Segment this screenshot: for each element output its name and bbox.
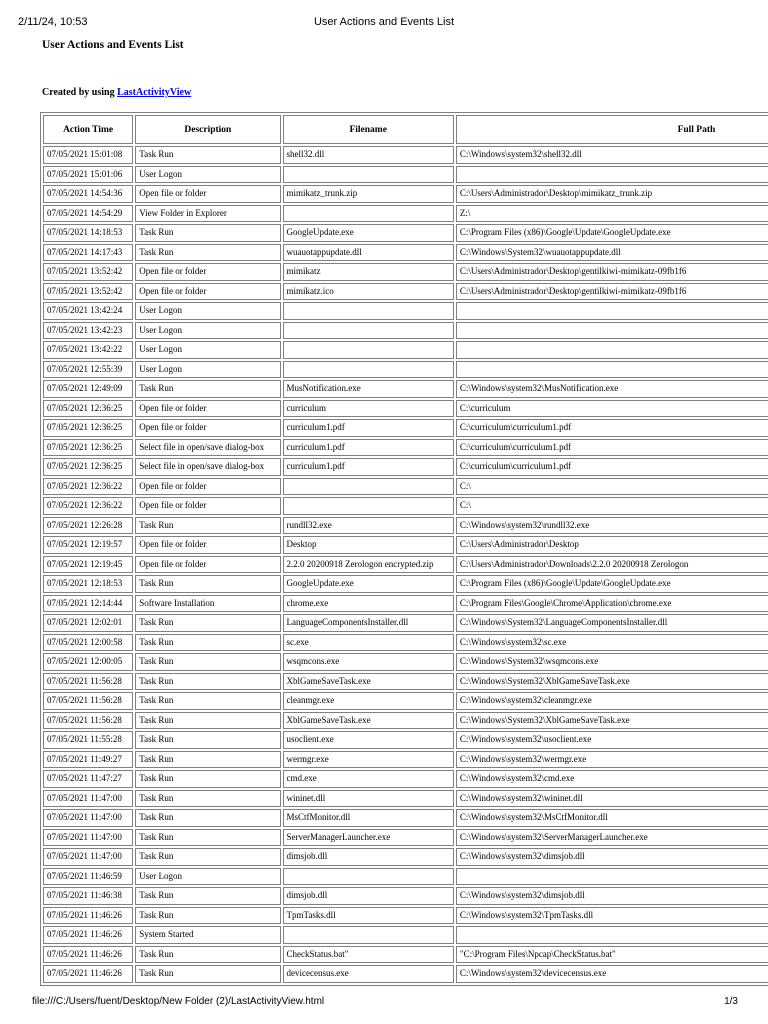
cell-description: Open file or folder: [135, 400, 280, 418]
cell-action-time: 07/05/2021 12:36:22: [43, 478, 133, 496]
cell-action-time: 07/05/2021 13:42:24: [43, 302, 133, 320]
cell-filename: [283, 302, 454, 320]
cell-description: View Folder in Explorer: [135, 205, 280, 223]
cell-description: Open file or folder: [135, 263, 280, 281]
cell-full-path: C:\Windows\system32\TpmTasks.dll: [456, 907, 768, 925]
cell-action-time: 07/05/2021 11:56:28: [43, 673, 133, 691]
column-header-description[interactable]: Description: [135, 115, 280, 144]
events-table: [40, 112, 768, 986]
cell-description: Task Run: [135, 809, 280, 827]
table-row[interactable]: [43, 263, 768, 281]
cell-description: Task Run: [135, 380, 280, 398]
cell-full-path: C:\Windows\system32\rundll32.exe: [456, 517, 768, 535]
cell-full-path: C:\curriculum\curriculum1.pdf: [456, 458, 768, 476]
cell-description: Select file in open/save dialog-box: [135, 458, 280, 476]
cell-filename: shell32.dll: [283, 146, 454, 164]
cell-action-time: 07/05/2021 11:56:28: [43, 692, 133, 710]
cell-full-path: C:\Windows\System32\wsqmcons.exe: [456, 653, 768, 671]
cell-full-path: C:\Windows\System32\LanguageComponentsInstaller.dll: [456, 614, 768, 632]
table-row[interactable]: [43, 790, 768, 808]
cell-full-path: C:\Windows\system32\cleanmgr.exe: [456, 692, 768, 710]
cell-description: Task Run: [135, 146, 280, 164]
cell-full-path: C:\Program Files (x86)\Google\Update\GoogleUpdate.exe: [456, 224, 768, 242]
table-row[interactable]: [43, 751, 768, 769]
cell-action-time: 07/05/2021 12:49:09: [43, 380, 133, 398]
cell-full-path: C:\Windows\system32\dimsjob.dll: [456, 848, 768, 866]
table-row[interactable]: [43, 536, 768, 554]
cell-filename: dimsjob.dll: [283, 848, 454, 866]
table-row[interactable]: [43, 575, 768, 593]
cell-action-time: 07/05/2021 13:42:23: [43, 322, 133, 340]
table-row[interactable]: [43, 419, 768, 437]
cell-filename: [283, 926, 454, 944]
cell-action-time: 07/05/2021 13:52:42: [43, 263, 133, 281]
cell-description: System Started: [135, 926, 280, 944]
cell-action-time: 07/05/2021 12:55:39: [43, 361, 133, 379]
cell-filename: chrome.exe: [283, 595, 454, 613]
table-row[interactable]: [43, 322, 768, 340]
cell-action-time: 07/05/2021 13:52:42: [43, 283, 133, 301]
table-row[interactable]: [43, 634, 768, 652]
column-header-filename[interactable]: Filename: [283, 115, 454, 144]
table-row[interactable]: [43, 653, 768, 671]
cell-description: User Logon: [135, 361, 280, 379]
table-row[interactable]: [43, 244, 768, 262]
cell-full-path: C:\Windows\system32\ServerManagerLauncher.exe: [456, 829, 768, 847]
cell-full-path: C:\Windows\system32\wermgr.exe: [456, 751, 768, 769]
cell-filename: MusNotification.exe: [283, 380, 454, 398]
table-row[interactable]: [43, 517, 768, 535]
cell-action-time: 07/05/2021 14:54:36: [43, 185, 133, 203]
table-row[interactable]: [43, 595, 768, 613]
cell-filename: wuauotappupdate.dll: [283, 244, 454, 262]
cell-action-time: 07/05/2021 11:55:28: [43, 731, 133, 749]
cell-description: Software Installation: [135, 595, 280, 613]
cell-full-path: C:\Program Files (x86)\Google\Update\GoogleUpdate.exe: [456, 575, 768, 593]
cell-filename: [283, 478, 454, 496]
cell-full-path: [456, 361, 768, 379]
cell-description: Open file or folder: [135, 283, 280, 301]
cell-description: Task Run: [135, 244, 280, 262]
cell-description: Task Run: [135, 575, 280, 593]
cell-action-time: 07/05/2021 12:14:44: [43, 595, 133, 613]
table-row[interactable]: [43, 283, 768, 301]
cell-full-path: C:\: [456, 497, 768, 515]
cell-full-path: C:\Windows\system32\sc.exe: [456, 634, 768, 652]
column-header-full-path[interactable]: Full Path: [456, 115, 768, 144]
table-row[interactable]: [43, 848, 768, 866]
cell-filename: rundll32.exe: [283, 517, 454, 535]
cell-filename: curriculum1.pdf: [283, 458, 454, 476]
cell-description: Task Run: [135, 751, 280, 769]
cell-filename: devicecensus.exe: [283, 965, 454, 983]
cell-description: User Logon: [135, 322, 280, 340]
table-row[interactable]: [43, 380, 768, 398]
page-title: User Actions and Events List: [42, 39, 184, 51]
cell-full-path: C:\Windows\system32\devicecensus.exe: [456, 965, 768, 983]
table-row[interactable]: [43, 907, 768, 925]
table-row[interactable]: [43, 692, 768, 710]
print-title: User Actions and Events List: [313, 16, 454, 28]
table-row[interactable]: [43, 146, 768, 164]
table-row[interactable]: [43, 205, 768, 223]
cell-filename: dimsjob.dll: [283, 887, 454, 905]
cell-action-time: 07/05/2021 12:00:05: [43, 653, 133, 671]
cell-filename: mimikatz_trunk.zip: [283, 185, 454, 203]
cell-description: Open file or folder: [135, 536, 280, 554]
cell-filename: [283, 868, 454, 886]
cell-description: Open file or folder: [135, 185, 280, 203]
cell-description: User Logon: [135, 302, 280, 320]
cell-full-path: C:\Windows\system32\cmd.exe: [456, 770, 768, 788]
cell-action-time: 07/05/2021 14:54:29: [43, 205, 133, 223]
cell-description: Task Run: [135, 224, 280, 242]
cell-description: Select file in open/save dialog-box: [135, 439, 280, 457]
cell-filename: sc.exe: [283, 634, 454, 652]
cell-action-time: 07/05/2021 14:17:43: [43, 244, 133, 262]
cell-filename: usoclient.exe: [283, 731, 454, 749]
cell-full-path: C:\Users\Administrador\Desktop: [456, 536, 768, 554]
cell-filename: mimikatz: [283, 263, 454, 281]
cell-description: User Logon: [135, 868, 280, 886]
table-row[interactable]: [43, 614, 768, 632]
cell-action-time: 07/05/2021 15:01:06: [43, 166, 133, 184]
table-row[interactable]: [43, 166, 768, 184]
cell-description: Task Run: [135, 517, 280, 535]
cell-full-path: C:\curriculum\curriculum1.pdf: [456, 439, 768, 457]
print-footer: [0, 996, 768, 1010]
cell-description: Open file or folder: [135, 419, 280, 437]
cell-description: Task Run: [135, 731, 280, 749]
cell-description: Task Run: [135, 673, 280, 691]
cell-action-time: 07/05/2021 11:47:00: [43, 848, 133, 866]
cell-description: Task Run: [135, 653, 280, 671]
cell-full-path: C:\Windows\System32\wuauotappupdate.dll: [456, 244, 768, 262]
cell-action-time: 07/05/2021 13:42:22: [43, 341, 133, 359]
cell-description: Task Run: [135, 887, 280, 905]
cell-action-time: 07/05/2021 12:36:22: [43, 497, 133, 515]
created-by-prefix: Created by using: [42, 87, 118, 98]
cell-filename: curriculum1.pdf: [283, 419, 454, 437]
table-row[interactable]: [43, 673, 768, 691]
cell-filename: XblGameSaveTask.exe: [283, 673, 454, 691]
table-row[interactable]: [43, 458, 768, 476]
cell-filename: [283, 322, 454, 340]
cell-action-time: 07/05/2021 11:56:28: [43, 712, 133, 730]
cell-full-path: C:\Windows\system32\shell32.dll: [456, 146, 768, 164]
cell-filename: mimikatz.ico: [283, 283, 454, 301]
table-body: [43, 146, 768, 983]
cell-filename: cleanmgr.exe: [283, 692, 454, 710]
cell-description: Task Run: [135, 965, 280, 983]
cell-action-time: 07/05/2021 12:36:25: [43, 419, 133, 437]
cell-description: Task Run: [135, 614, 280, 632]
cell-action-time: 07/05/2021 12:36:25: [43, 458, 133, 476]
cell-full-path: Z:\: [456, 205, 768, 223]
cell-action-time: 07/05/2021 12:26:28: [43, 517, 133, 535]
table-row[interactable]: [43, 361, 768, 379]
cell-full-path: C:\Users\Administrador\Downloads\2.2.0 20200918 Zerologon: [456, 556, 768, 574]
cell-full-path: C:\Windows\System32\XblGameSaveTask.exe: [456, 673, 768, 691]
table-row[interactable]: [43, 478, 768, 496]
cell-full-path: C:\Windows\system32\MusNotification.exe: [456, 380, 768, 398]
print-header: [0, 16, 768, 32]
cell-action-time: 07/05/2021 11:47:00: [43, 790, 133, 808]
cell-action-time: 07/05/2021 12:36:25: [43, 439, 133, 457]
cell-description: Task Run: [135, 770, 280, 788]
cell-filename: GoogleUpdate.exe: [283, 224, 454, 242]
table-row[interactable]: [43, 497, 768, 515]
table-row[interactable]: [43, 341, 768, 359]
cell-filename: GoogleUpdate.exe: [283, 575, 454, 593]
cell-action-time: 07/05/2021 11:47:27: [43, 770, 133, 788]
column-header-action-time[interactable]: Action Time: [43, 115, 133, 144]
cell-description: User Logon: [135, 166, 280, 184]
cell-full-path: [456, 166, 768, 184]
cell-filename: wsqmcons.exe: [283, 653, 454, 671]
table-row[interactable]: [43, 185, 768, 203]
table-row[interactable]: [43, 829, 768, 847]
cell-full-path: C:\Windows\system32\wininet.dll: [456, 790, 768, 808]
cell-filename: Desktop: [283, 536, 454, 554]
print-date: 2/11/24, 10:53: [18, 16, 88, 28]
cell-description: Open file or folder: [135, 497, 280, 515]
cell-filename: curriculum1.pdf: [283, 439, 454, 457]
cell-full-path: C:\Windows\system32\usoclient.exe: [456, 731, 768, 749]
cell-description: Task Run: [135, 692, 280, 710]
table-row[interactable]: [43, 770, 768, 788]
cell-full-path: C:\Windows\system32\dimsjob.dll: [456, 887, 768, 905]
table-container: [40, 112, 768, 988]
cell-action-time: 07/05/2021 11:46:26: [43, 946, 133, 964]
cell-filename: [283, 361, 454, 379]
table-row[interactable]: [43, 809, 768, 827]
cell-action-time: 07/05/2021 11:46:26: [43, 907, 133, 925]
cell-action-time: 07/05/2021 11:46:38: [43, 887, 133, 905]
table-row[interactable]: [43, 887, 768, 905]
table-row[interactable]: [43, 224, 768, 242]
table-row[interactable]: [43, 556, 768, 574]
cell-action-time: 07/05/2021 12:00:58: [43, 634, 133, 652]
cell-action-time: 07/05/2021 11:46:26: [43, 926, 133, 944]
cell-filename: LanguageComponentsInstaller.dll: [283, 614, 454, 632]
cell-full-path: [456, 926, 768, 944]
cell-full-path: C:\curriculum: [456, 400, 768, 418]
cell-action-time: 07/05/2021 12:18:53: [43, 575, 133, 593]
cell-filename: curriculum: [283, 400, 454, 418]
table-row[interactable]: [43, 868, 768, 886]
cell-filename: wermgr.exe: [283, 751, 454, 769]
cell-description: Open file or folder: [135, 478, 280, 496]
cell-description: User Logon: [135, 341, 280, 359]
cell-full-path: C:\Windows\System32\XblGameSaveTask.exe: [456, 712, 768, 730]
table-row[interactable]: [43, 400, 768, 418]
cell-filename: ServerManagerLauncher.exe: [283, 829, 454, 847]
cell-action-time: 07/05/2021 14:18:53: [43, 224, 133, 242]
cell-action-time: 07/05/2021 11:46:59: [43, 868, 133, 886]
cell-filename: XblGameSaveTask.exe: [283, 712, 454, 730]
cell-action-time: 07/05/2021 15:01:08: [43, 146, 133, 164]
cell-full-path: C:\Users\Administrador\Desktop\mimikatz_trunk.zip: [456, 185, 768, 203]
cell-filename: wininet.dll: [283, 790, 454, 808]
cell-full-path: [456, 341, 768, 359]
table-row[interactable]: [43, 302, 768, 320]
cell-description: Task Run: [135, 848, 280, 866]
cell-full-path: C:\curriculum\curriculum1.pdf: [456, 419, 768, 437]
cell-action-time: 07/05/2021 12:02:01: [43, 614, 133, 632]
cell-description: Task Run: [135, 907, 280, 925]
cell-filename: TpmTasks.dll: [283, 907, 454, 925]
table-row[interactable]: [43, 946, 768, 964]
cell-filename: [283, 205, 454, 223]
cell-full-path: [456, 868, 768, 886]
cell-filename: [283, 341, 454, 359]
cell-action-time: 07/05/2021 11:47:00: [43, 829, 133, 847]
table-row[interactable]: [43, 712, 768, 730]
cell-filename: 2.2.0 20200918 Zerologon encrypted.zip: [283, 556, 454, 574]
cell-filename: cmd.exe: [283, 770, 454, 788]
cell-description: Task Run: [135, 790, 280, 808]
cell-description: Task Run: [135, 712, 280, 730]
cell-action-time: 07/05/2021 12:19:45: [43, 556, 133, 574]
created-by-line: [42, 87, 191, 98]
cell-description: Open file or folder: [135, 556, 280, 574]
cell-full-path: [456, 302, 768, 320]
cell-description: Task Run: [135, 829, 280, 847]
header-row: [43, 115, 768, 144]
table-row[interactable]: [43, 965, 768, 983]
print-url: file:///C:/Users/fuent/Desktop/New Folder (2)/LastActivityView.html: [32, 996, 325, 1007]
cell-action-time: 07/05/2021 12:36:25: [43, 400, 133, 418]
cell-full-path: C:\Users\Administrador\Desktop\gentilkiwi-mimikatz-09fb1f6: [456, 283, 768, 301]
cell-action-time: 07/05/2021 12:19:57: [43, 536, 133, 554]
table-row[interactable]: [43, 926, 768, 944]
cell-full-path: "C:\Program Files\Npcap\CheckStatus.bat": [456, 946, 768, 964]
cell-full-path: C:\Windows\system32\MsCtfMonitor.dll: [456, 809, 768, 827]
cell-description: Task Run: [135, 634, 280, 652]
table-row[interactable]: [43, 731, 768, 749]
cell-filename: MsCtfMonitor.dll: [283, 809, 454, 827]
cell-description: Task Run: [135, 946, 280, 964]
cell-action-time: 07/05/2021 11:49:27: [43, 751, 133, 769]
page-number: 1/3: [724, 996, 738, 1007]
cell-full-path: C:\: [456, 478, 768, 496]
cell-action-time: 07/05/2021 11:46:26: [43, 965, 133, 983]
cell-filename: [283, 497, 454, 515]
cell-full-path: C:\Users\Administrador\Desktop\gentilkiwi-mimikatz-09fb1f6: [456, 263, 768, 281]
cell-full-path: C:\Program Files\Google\Chrome\Application\chrome.exe: [456, 595, 768, 613]
cell-full-path: [456, 322, 768, 340]
cell-filename: CheckStatus.bat": [283, 946, 454, 964]
table-row[interactable]: [43, 439, 768, 457]
cell-action-time: 07/05/2021 11:47:00: [43, 809, 133, 827]
lastactivityview-link[interactable]: LastActivityView: [117, 87, 192, 98]
cell-filename: [283, 166, 454, 184]
